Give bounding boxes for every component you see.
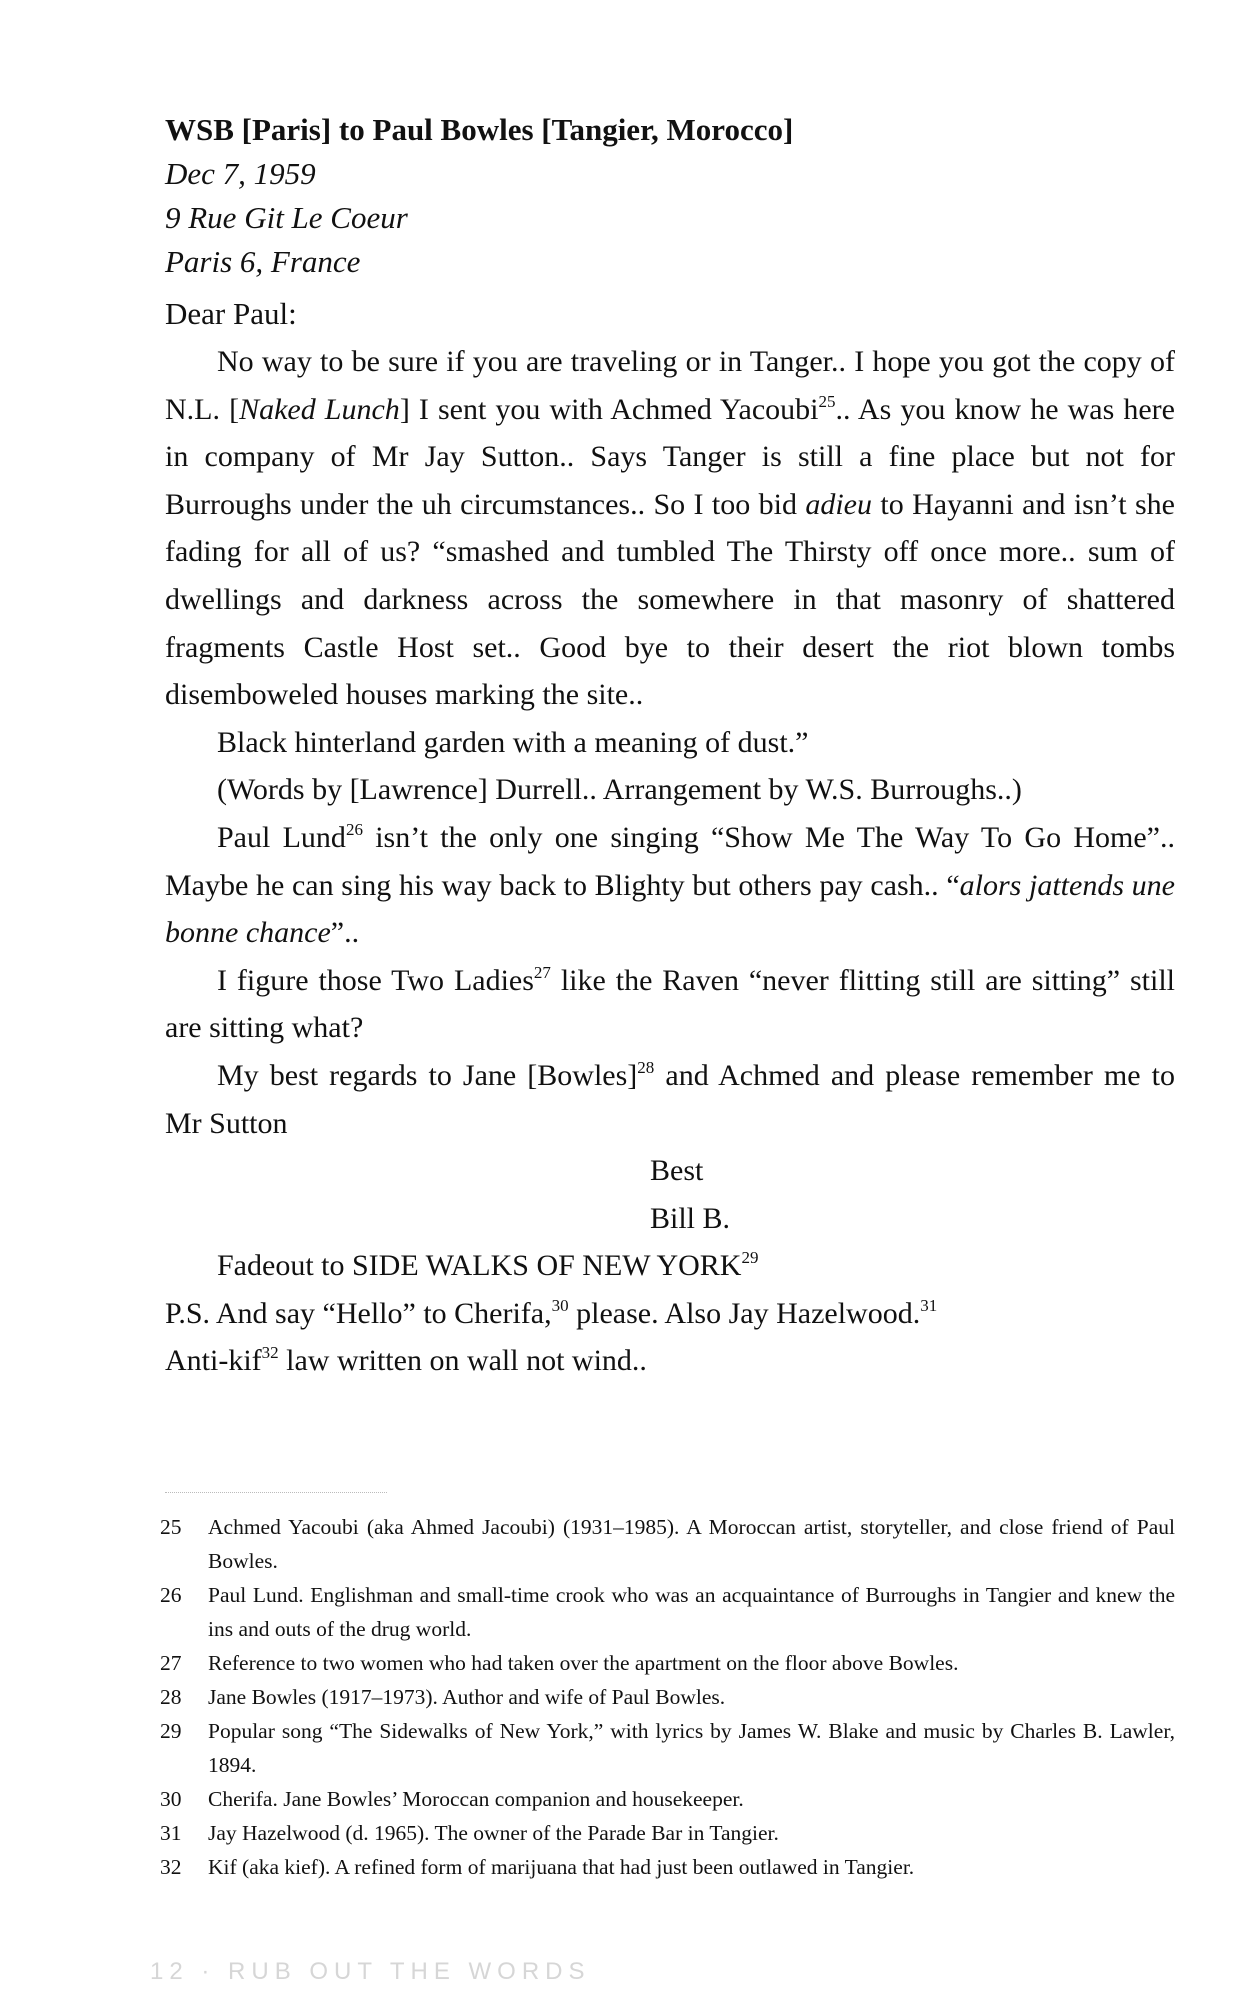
footnote-text: Kif (aka kief). A refined form of marijuana that had just been outlawed in Tangier. (208, 1855, 915, 1879)
footnote-rule (165, 1492, 387, 1493)
footnote-number: 28 (160, 1685, 182, 1709)
footnote-number: 29 (160, 1719, 182, 1743)
footnote-ref-27: 27 (533, 962, 551, 982)
adieu-word: adieu (805, 487, 872, 521)
footnote-25 (160, 1510, 1175, 1578)
footnote-26 (160, 1578, 1175, 1646)
paragraph-4-text-c: ”.. (330, 916, 360, 950)
footnote-31 (160, 1816, 1175, 1850)
postscript-text-a: P.S. And say “Hello” to Cherifa, (165, 1296, 552, 1330)
footnote-ref-28: 28 (637, 1057, 655, 1077)
paragraph-6-text-a: My best regards to Jane [Bowles] (217, 1058, 638, 1092)
footnote-ref-31: 31 (920, 1295, 938, 1315)
paragraph-1-text-a: No way to be sure if you are traveling or in Tanger.. I hope you got the copy of N.L. [ (165, 345, 1175, 426)
footnote-ref-30: 30 (551, 1295, 569, 1315)
footnote-number: 30 (160, 1787, 182, 1811)
footnotes (160, 1510, 1175, 1884)
naked-lunch-title: Naked Lunch (239, 392, 400, 426)
paragraph-6 (165, 1052, 1175, 1147)
footnote-32 (160, 1850, 1175, 1884)
paragraph-4-text-a: Paul Lund (217, 820, 346, 854)
paragraph-5-text-a: I figure those Two Ladies (217, 963, 534, 997)
letter-body (165, 338, 1175, 1385)
footnote-number: 32 (160, 1855, 182, 1879)
paragraph-1-text-b: ] I sent you with Achmed Yacoubi (399, 392, 819, 426)
closing-best: Best (650, 1154, 704, 1188)
page-folio: 12 · RUB OUT THE WORDS (150, 1958, 591, 1985)
footnote-ref-25: 25 (818, 391, 836, 411)
footnote-ref-26: 26 (345, 819, 363, 839)
paragraph-9-text-a: Anti-kif (165, 1344, 262, 1378)
paragraph-4-text-b: isn’t the only one singing “Show Me The Way To Go Home”.. Maybe he can sing his way back to Blighty but others pay cash.. “ (165, 820, 1175, 902)
french-phrase: alors jattends une bonne chance (165, 868, 1175, 950)
letter-date: Dec 7, 1959 (165, 156, 316, 191)
paragraph-9-text-b: law written on wall not wind.. (278, 1344, 647, 1378)
footnote-number: 31 (160, 1821, 182, 1845)
paragraph-1 (165, 338, 1175, 719)
paragraph-3: (Words by [Lawrence] Durrell.. Arrangement by W.S. Burroughs..) (217, 773, 1022, 807)
paragraph-1-text-d: to Hayanni and isn’t she fading for all of us? “smashed and tumbled The Thirsty off once more.. sum of dwellings and darkness across the somewhere in that masonry of shattered fragments Castle Host set.. Good bye to their desert the riot blown tombs disemboweled houses marking the site.. (165, 487, 1175, 712)
paragraph-9 (165, 1337, 1175, 1385)
letter (165, 108, 1175, 1385)
footnote-text: Cherifa. Jane Bowles’ Moroccan companion and housekeeper. (208, 1787, 744, 1811)
footnote-ref-32: 32 (261, 1343, 279, 1363)
footnote-text: Jane Bowles (1917–1973). Author and wife of Paul Bowles. (208, 1685, 726, 1709)
footnote-text: Achmed Yacoubi (aka Ahmed Jacoubi) (1931–1985). A Moroccan artist, storyteller, and close friend of Paul Bowles. (208, 1515, 1175, 1573)
postscript (165, 1290, 1175, 1338)
footnote-number: 27 (160, 1651, 182, 1675)
footnote-29 (160, 1714, 1175, 1782)
paragraph-7 (165, 1242, 1175, 1290)
paragraph-6-text-b: and Achmed and please remember me to Mr Sutton (165, 1058, 1175, 1140)
footnote-number: 26 (160, 1583, 182, 1607)
paragraph-1-text-c: .. As you know he was here in company of Mr Jay Sutton.. Says Tanger is still a fine place but not for Burroughs under the uh circumstances.. So I too bid (165, 392, 1175, 521)
footnote-30 (160, 1782, 1175, 1816)
footnote-number: 25 (160, 1515, 182, 1539)
paragraph-5-text-b: like the Raven “never flitting still are sitting” still are sitting what? (165, 963, 1176, 1045)
footnote-text: Reference to two women who had taken over the apartment on the floor above Bowles. (208, 1651, 959, 1675)
address-line-2: Paris 6, France (165, 244, 361, 279)
letter-heading: WSB [Paris] to Paul Bowles [Tangier, Morocco] (165, 112, 794, 147)
address-line-1: 9 Rue Git Le Coeur (165, 200, 408, 235)
closing-signature: Bill B. (650, 1201, 731, 1235)
footnote-text: Popular song “The Sidewalks of New York,” with lyrics by James W. Blake and music by Charles B. Lawler, 1894. (208, 1719, 1175, 1777)
footnote-text: Jay Hazelwood (d. 1965). The owner of the Parade Bar in Tangier. (208, 1821, 779, 1845)
postscript-text-b: please. Also Jay Hazelwood. (568, 1296, 921, 1330)
paragraph-5 (165, 957, 1175, 1052)
salutation: Dear Paul: (165, 296, 297, 331)
paragraph-4 (165, 814, 1175, 957)
footnote-ref-29: 29 (741, 1248, 759, 1268)
footnote-28 (160, 1680, 1175, 1714)
footnote-27 (160, 1646, 1175, 1680)
paragraph-7-text-a: Fadeout to SIDE WALKS OF NEW YORK (217, 1249, 742, 1283)
footnote-text: Paul Lund. Englishman and small-time crook who was an acquaintance of Burroughs in Tangier and knew the ins and outs of the drug world. (208, 1583, 1175, 1641)
paragraph-2: Black hinterland garden with a meaning of dust.” (217, 725, 809, 759)
